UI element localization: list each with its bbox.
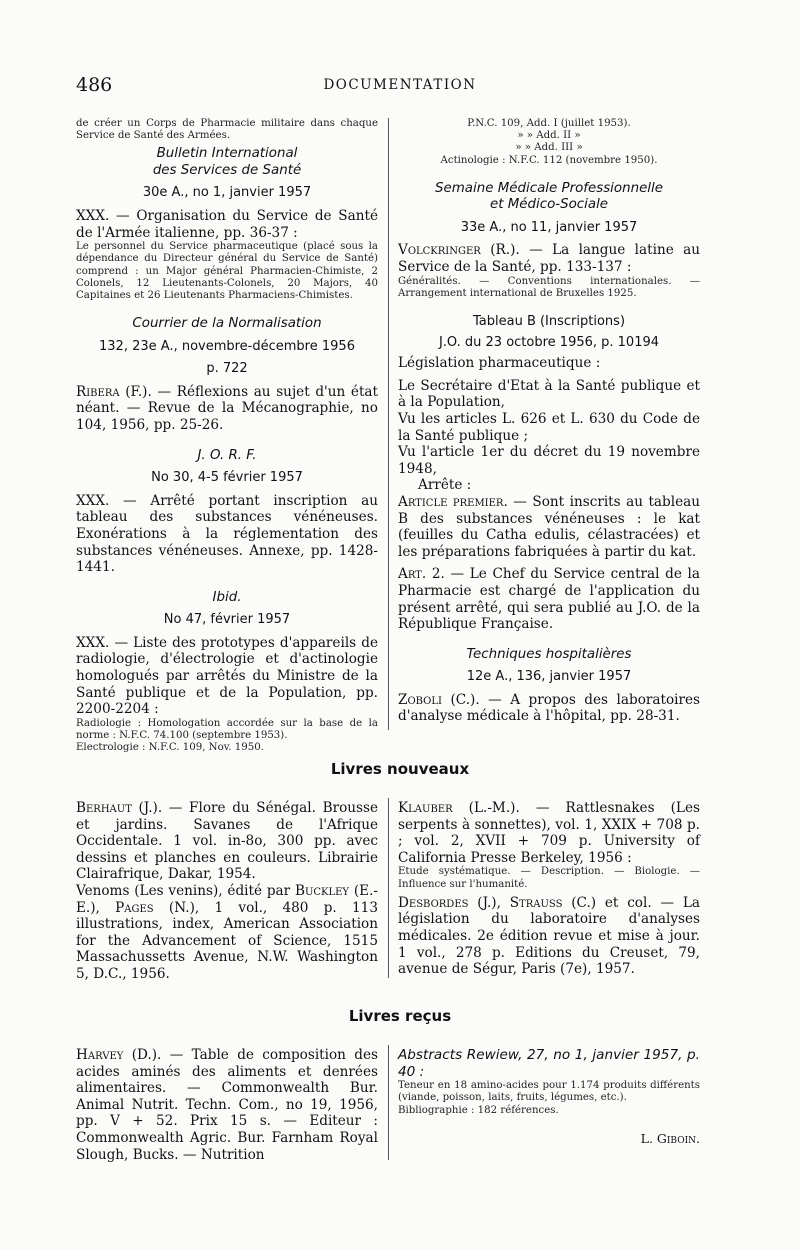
entry-text: , 1 vol., 480 p. 113 illustrations, index, American Association for the Advancement of Science, 1515 Massachussetts Avenue, N.W. Washington 5, D.C., 1956.: [76, 899, 378, 982]
tableau-paragraph-2: Vu les articles L. 626 et L. 630 du Code de la Santé publique ;: [398, 410, 700, 444]
intro-text: de créer un Corps de Pharmacie militaire dans chaque Service de Santé des Armées.: [76, 118, 378, 142]
author-name: Berhaut (J.).: [76, 800, 163, 816]
livres-recus-heading: Livres reçus: [348, 1007, 452, 1025]
book-entry: [76, 800, 378, 883]
book-entry: [76, 883, 378, 983]
semaine-note: Généralités. — Conventions internationales. — Arrangement international de Bruxelles 1925.: [398, 275, 700, 299]
tech-issue: 12e A., 136, janvier 1957: [466, 669, 632, 685]
bulletin-title-1: Bulletin International: [156, 146, 298, 162]
article-text: — Le Chef du Service central de la Pharmacie est chargé de l'application du présent arrêté, qui sera publié au J.O. de la République Française.: [398, 566, 700, 633]
author-name: Volckringer (R.).: [398, 242, 520, 259]
livres-nouveaux-left: [76, 800, 378, 983]
page-number: 486: [76, 74, 113, 96]
entry-text: Venoms (Les venins), édité par: [76, 882, 295, 899]
courrier-issue: 132, 23e A., novembre-décembre 1956: [99, 338, 355, 354]
author-name: Buckley (E.-E.), Pages (N.): [76, 882, 378, 916]
jorf-issue: No 30, 4-5 février 1957: [151, 470, 303, 486]
arrete-label: Arrête :: [418, 477, 472, 494]
right-column-top: [398, 118, 700, 725]
ibid-note-1: Radiologie : Homologation accordée sur la base de la norme : N.F.C. 74.100 (septembre 1953).: [76, 717, 378, 741]
jorf-title: J. O. R. F.: [197, 447, 257, 463]
ibid-note-2: Electrologie : N.F.C. 109, Nov. 1950.: [76, 742, 264, 754]
bulletin-note: Le personnel du Service pharmaceutique (placé sous la dépendance du Directeur général du Service de Santé) comprend : un Major général Pharmacien-Chimiste, 2 Colonels, 12 Lieutenants-Colonels, 20 Majors, 40 Capitaines et 26 Lieutenants Pharmaciens-Chimistes.: [76, 241, 378, 301]
column-divider: [388, 1045, 389, 1160]
bulletin-title-2: des Services de Santé: [152, 162, 302, 178]
semaine-issue: 33e A., no 11, janvier 1957: [460, 219, 638, 235]
entry-text: — La langue latine au Service de la Santé, pp. 133-137 :: [398, 242, 700, 275]
ibid-issue: No 47, février 1957: [163, 612, 291, 628]
ibid-entry: XXX. — Liste des prototypes d'appareils de radiologie, d'électrologie et d'actinologie homologués par arrêtés du Ministre de la Santé publique et de la Population, pp. 2200-2204 :: [76, 634, 378, 718]
abstracts-note-2: Bibliographie : 182 références.: [398, 1104, 559, 1116]
running-title: DOCUMENTATION: [323, 77, 477, 93]
article-label: Art. 2.: [398, 566, 445, 583]
article-label: Article premier.: [398, 493, 508, 510]
entry-text: — Flore du Sénégal. Brousse et jardins. Savanes de l'Afrique Occidentale. 1 vol. in-8o, 300 pp. avec dessins et planches en couleurs. Librairie Clairafrique, Dakar, 1954.: [76, 800, 379, 883]
abstracts-entry: Abstracts Rewiew, 27, no 1, janvier 1957, p. 40 :: [398, 1047, 700, 1080]
author-name: Ribera (F.).: [76, 383, 152, 400]
courrier-title: Courrier de la Normalisation: [132, 316, 322, 332]
livres-nouveaux-right: [398, 800, 700, 978]
entry-text: — Réflexions au sujet d'un état néant. — Revue de la Mécanographie, no 104, 1956, pp. 25-26.: [76, 383, 378, 434]
left-column-top: [76, 118, 378, 754]
tech-title: Techniques hospitalières: [466, 646, 632, 662]
article-text: — Sont inscrits au tableau B des substances vénéneuses : le kat (feuilles du Catha edulis, célastracées) et les préparations fabriquées à partir du kat.: [398, 493, 700, 560]
tech-entry: [398, 692, 700, 725]
courrier-entry: [76, 384, 378, 434]
nfc-line-4: Actinologie : N.F.C. 112 (novembre 1950).: [440, 154, 658, 166]
author-name: Klauber (L.-M.).: [398, 800, 520, 816]
entry-text: — A propos des laboratoires d'analyse médicale à l'hôpital, pp. 28-31.: [398, 691, 700, 725]
article-2: [398, 566, 700, 632]
tableau-paragraph-1: Le Secrétaire d'Etat à la Santé publique et à la Population,: [398, 377, 700, 411]
article-1: [398, 494, 700, 560]
entry-text: — Table de composition des acides aminés des aliments et denrées alimentaires. — Commonwealth Bur. Animal Nutrit. Techn. Com., no 19, 1956, pp. V + 52. Prix 15 s. — Editeur : Commonwealth Agric. Bur. Farnham Royal Slough, Bucks. — Nutrition: [76, 1047, 378, 1163]
signature: L. Giboin.: [640, 1130, 700, 1146]
author-name: Harvey (D.).: [76, 1047, 162, 1063]
abstracts-note-1: Teneur en 18 amino-acides pour 1.174 produits différents (viande, poisson, laits, fruits, légumes, etc.).: [398, 1080, 700, 1104]
book-entry: [398, 895, 700, 978]
tableau-title: Tableau B (Inscriptions): [472, 314, 626, 329]
semaine-title-1: Semaine Médicale Professionnelle: [435, 180, 663, 196]
semaine-entry: [398, 242, 700, 275]
nfc-line-3: » » Add. III »: [515, 142, 583, 154]
semaine-title-2: et Médico-Sociale: [489, 197, 609, 213]
bulletin-entry: XXX. — Organisation du Service de Santé de l'Armée italienne, pp. 36-37 :: [76, 208, 378, 241]
tableau-paragraph-3: Vu l'article 1er du décret du 19 novembre 1948,: [398, 444, 700, 477]
ibid-title: Ibid.: [212, 589, 242, 605]
book-entry: [76, 1047, 378, 1163]
author-name: Desbordes (J.), Strauss (C.): [398, 894, 597, 911]
book-entry: [398, 800, 700, 866]
tableau-legislation: Législation pharmaceutique :: [398, 355, 601, 372]
jorf-entry: XXX. — Arrêté portant inscription au tableau des substances vénéneuses. Exonérations à la réglementation des substances vénéneuses. Annexe, pp. 1428-1441.: [76, 492, 378, 576]
livres-recus-right: [398, 1047, 700, 1146]
nfc-line-1: P.N.C. 109, Add. I (juillet 1953).: [467, 118, 631, 129]
column-divider: [388, 118, 389, 730]
entry-text: et col. — La législation du laboratoire d'analyses médicales. 2e édition revue et mise à jour. 1 vol., 278 p. Editions du Creuset, 79, avenue de Ségur, Paris (7e), 1957.: [398, 894, 700, 978]
column-divider: [388, 798, 389, 978]
bulletin-issue: 30e A., no 1, janvier 1957: [142, 185, 312, 201]
nfc-line-2: » » Add. II »: [517, 130, 581, 142]
entry-text: — Rattlesnakes (Les serpents à sonnettes), vol. 1, XXIX + 708 p. ; vol. 2, XVII + 709 p. University of California Presse Berkeley, 1956 :: [398, 800, 700, 866]
author-name: Zoboli (C.).: [398, 691, 480, 708]
courrier-page: p. 722: [206, 361, 248, 377]
livres-recus-left: [76, 1047, 378, 1163]
livres-nouveaux-heading: Livres nouveaux: [330, 760, 470, 778]
book-note: Etude systématique. — Description. — Biologie. — Influence sur l'humanité.: [398, 866, 700, 890]
tableau-jo: J.O. du 23 octobre 1956, p. 10194: [438, 334, 660, 350]
